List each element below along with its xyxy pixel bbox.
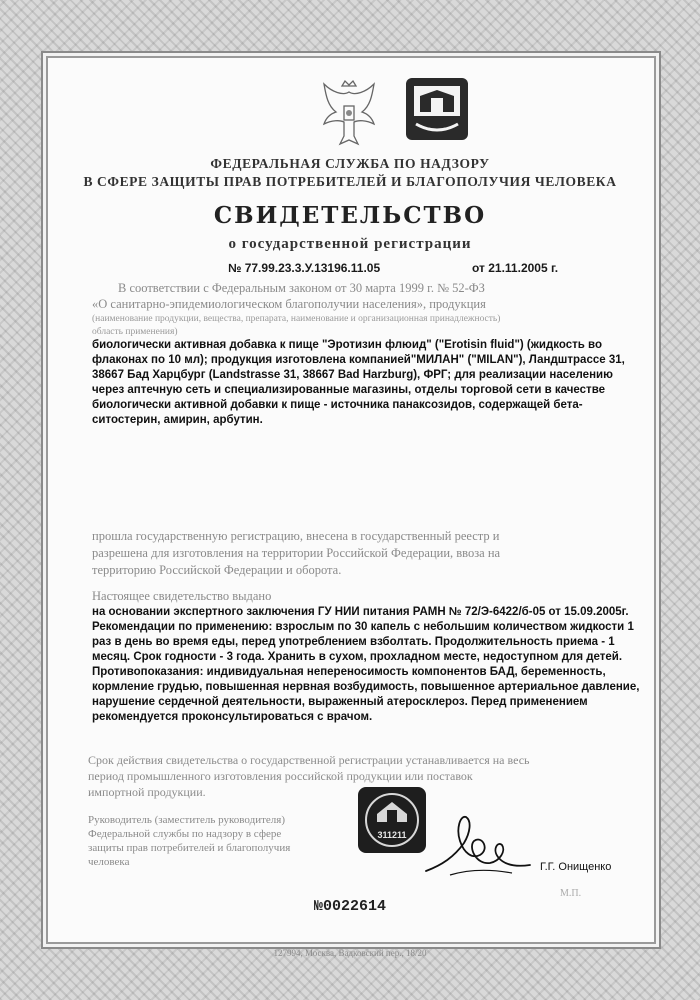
signature-icon <box>420 805 535 885</box>
seal-number: 311211 <box>377 830 407 840</box>
agency-name-line-1: ФЕДЕРАЛЬНАЯ СЛУЖБА ПО НАДЗОРУ <box>210 156 490 171</box>
certificate-page <box>48 58 654 942</box>
validity-line-2: период промышленного изготовления российской продукции или поставок <box>88 769 473 783</box>
basis-line: кормление грудью, повышенная нервная возбудимость, повышенное артериальное давление, <box>92 681 640 693</box>
signatory-line: человека <box>88 856 130 868</box>
issued-label: Настоящее свидетельство выдано <box>92 589 272 603</box>
basis-line: Рекомендации по применению: взрослым по 30 капель с небольшим количеством жидкости 1 <box>92 621 634 633</box>
product-line: через аптечную сеть и специализированные магазины, отделы торговой сети в качестве <box>92 384 606 396</box>
validity-line-1: Срок действия свидетельства о государственной регистрации устанавливается на весь <box>88 753 530 767</box>
basis-line: на основании экспертного заключения ГУ НИИ питания РАМН № 72/Э-6422/б-05 от 15.09.2005г. <box>92 606 629 618</box>
signatory-line: защиты прав потребителей и благополучия <box>88 842 291 854</box>
stamp-place-mark: М.П. <box>560 888 582 899</box>
basis-and-recommendations <box>92 605 642 725</box>
agency-name-line-2: В СФЕРЕ ЗАЩИТЫ ПРАВ ПОТРЕБИТЕЛЕЙ И БЛАГОПОЛУЧИЯ ЧЕЛОВЕКА <box>83 174 617 189</box>
basis-line: нарушение сердечной деятельности, выраженный атеросклероз. Перед применением <box>92 696 588 708</box>
registration-number: № 77.99.23.3.У.13196.11.05 <box>228 261 381 275</box>
signatory-title <box>88 813 358 869</box>
basis-line: Противопоказания: индивидуальная непереносимость компонентов БАД, беременность, <box>92 666 606 678</box>
intro-caption-1: (наименование продукции, вещества, препарата, наименование и организационная принадлежность) <box>92 314 501 324</box>
product-line: биологически активной добавки к пище - источника панаксозидов, содержащей бета- <box>92 399 583 411</box>
certificate-subtitle: о государственной регистрации <box>228 236 472 252</box>
product-description <box>92 338 642 428</box>
intro-line-1: В соответствии с Федеральным законом от 30 марта 1999 г. № 52-ФЗ <box>118 281 485 295</box>
signatory-line: Руководитель (заместитель руководителя) <box>88 814 285 826</box>
basis-line: раз в день во время еды, перед употреблением взболтать. Продолжительность приема - 1 <box>92 636 615 648</box>
registration-date: от 21.11.2005 г. <box>472 261 559 275</box>
service-logo-icon <box>398 72 476 148</box>
product-line: биологически активная добавка к пище "Эротизин флюид" ("Erotisin fluid") (жидкость во <box>92 339 602 351</box>
certificate-title: СВИДЕТЕЛЬСТВО <box>213 202 487 229</box>
intro-caption-2: область применения) <box>92 327 178 337</box>
product-line: ситостерин, амирин, арбутин. <box>92 414 263 426</box>
product-line: 38667 Бад Харцбург (Landstrasse 31, 38667 Bad Harzburg), ФРГ; для реализации населению <box>92 369 613 381</box>
basis-line: месяц. Срок годности - 3 года. Хранить в сухом, прохладном месте, недоступном для детей. <box>92 651 623 663</box>
signatory-name: Г.Г. Онищенко <box>540 861 612 873</box>
intro-line-2: «О санитарно-эпидемиологическом благополучии населения», продукция <box>92 297 486 311</box>
product-line: флаконах по 10 мл); продукция изготовлена компанией"МИЛАН" ("MILAN"), Ландштрассе 31, <box>92 354 625 366</box>
registration-line-1: прошла государственную регистрацию, внесена в государственный реестр и <box>92 529 500 543</box>
basis-line: рекомендуется проконсультироваться с врачом. <box>92 711 373 723</box>
coat-of-arms-icon <box>318 78 380 150</box>
registration-line-3: территорию Российской Федерации и оборота. <box>92 563 342 577</box>
hologram-seal-icon <box>357 786 427 854</box>
validity-line-3: импортной продукции. <box>88 785 206 799</box>
registration-line-2: разрешена для изготовления на территории Российской Федерации, ввоза на <box>92 546 501 560</box>
form-number: №0022614 <box>313 898 386 915</box>
printer-address: 127994, Москва, Вадковский пер., 18/20 <box>273 948 427 958</box>
signatory-line: Федеральной службы по надзору в сфере <box>88 828 282 840</box>
